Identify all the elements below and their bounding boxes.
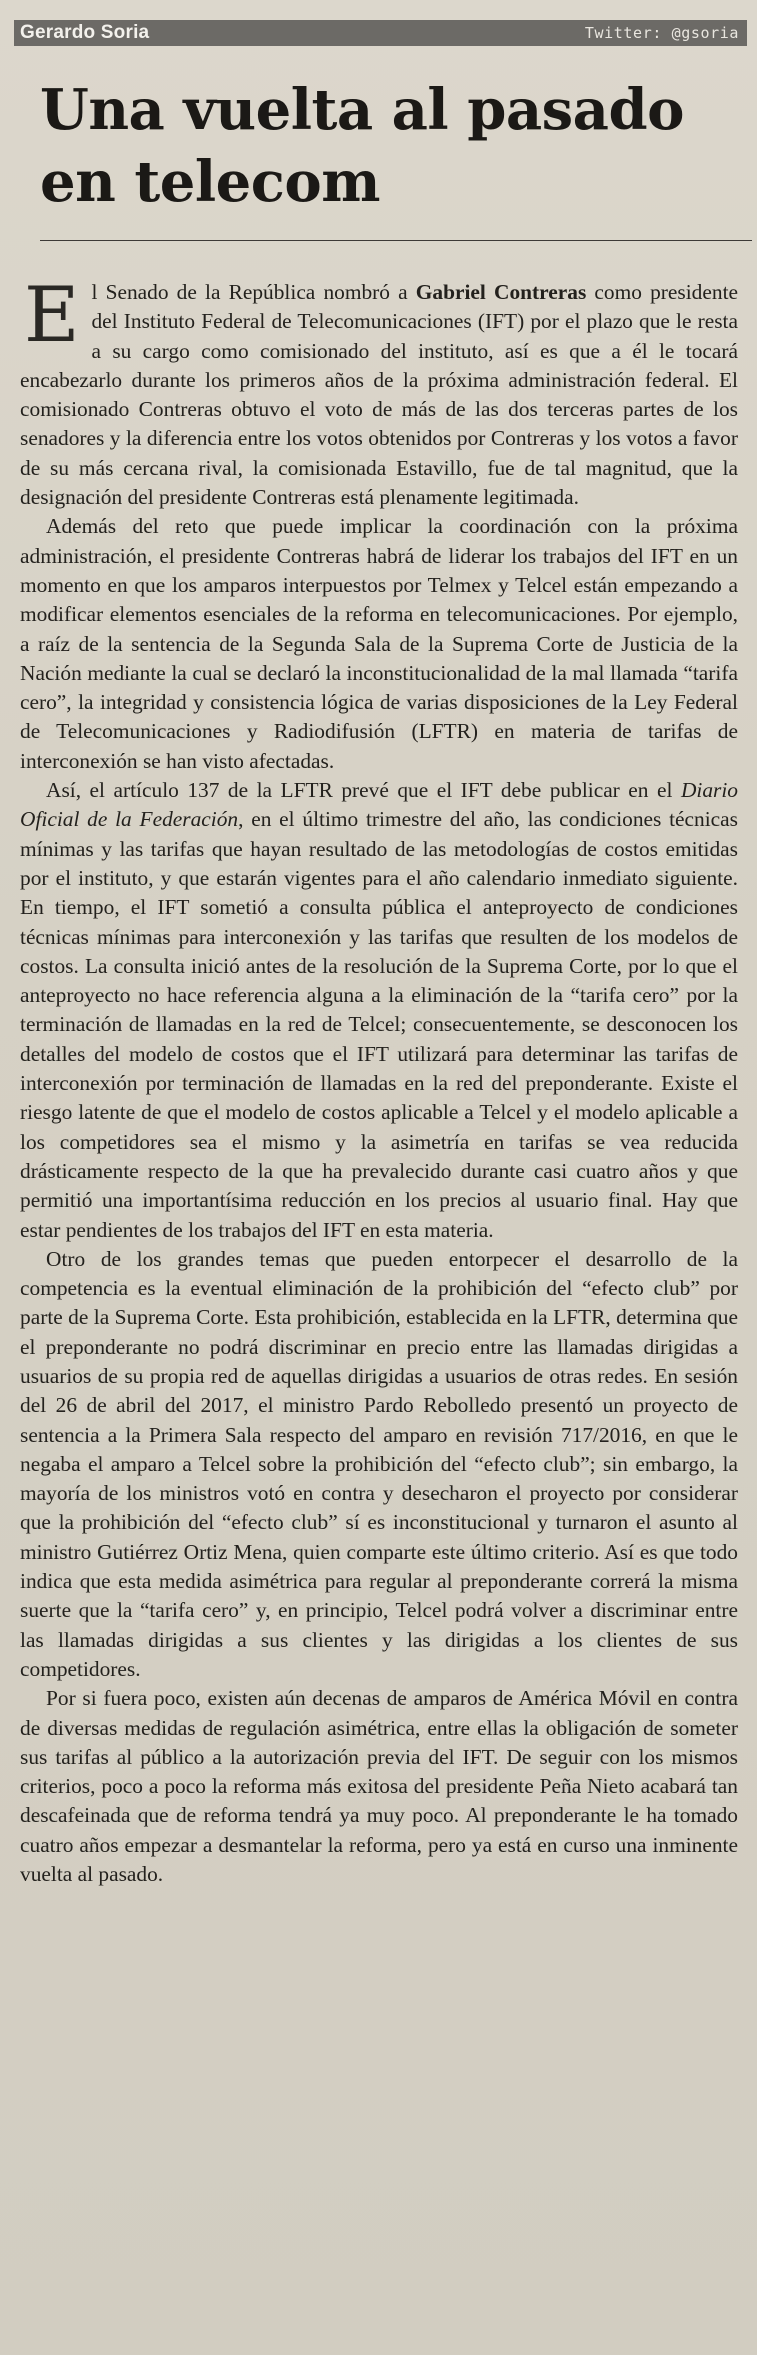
paragraph-1 — [20, 270, 739, 512]
paragraph-5: Por si fuera poco, existen aún decenas de amparos de América Móvil en contra de diversas medidas de regulación asimétrica, entre ellas la obligación de someter sus tarifas al público a la autorización previa del IFT. De seguir con los mismos criterios, poco a poco la reforma más exitosa del presidente Peña Nieto acabará tan descafeinada que de reforma tendrá ya muy poco. Al preponderante le ha tomado cuatro años empezar a desmantelar la reforma, pero ya está en curso una inminente vuelta al pasado. — [20, 1686, 738, 1887]
drop-cap: E — [24, 270, 80, 359]
publication-title: Diario Oficial de la Federación — [20, 778, 738, 832]
paragraph-2: Además del reto que puede implicar la coordinación con la próxima administración, el presidente Contreras habrá de liderar los trabajos del IFT en un momento en que los amparos interpuestos por Telmex y Telcel están empezando a modificar elementos esenciales de la reforma en telecomunicaciones. Por ejemplo, a raíz de la sentencia de la Segunda Sala de la Suprema Corte de Justicia de la Nación mediante la cual se declaró la inconstitucionalidad de la mal llamada “tarifa cero”, la integridad y consistencia lógica de varias disposiciones de la Ley Federal de Telecomunicaciones y Radiodifusión (LFTR) en materia de tarifas de interconexión se han visto afectadas. — [20, 514, 738, 773]
paragraph-3-text-a: Así, el artículo 137 de la LFTR prevé que el IFT debe publicar en el — [46, 778, 681, 803]
article-body — [20, 270, 739, 1889]
person-name: Gabriel Contreras — [415, 280, 587, 304]
twitter-handle: Twitter: @gsoria — [584, 24, 739, 42]
newspaper-column — [0, 20, 757, 2355]
paragraph-3-text-b: , en el último trimestre del año, las condiciones técnicas mínimas y las tarifas que hayan resultado de las metodologías de costos emitidas por el instituto, y que estarán vigentes para el año calendario inmediato siguiente. En tiempo, el IFT sometió a consulta pública el anteproyecto de condiciones técnicas mínimas para interconexión y las tarifas que resulten de los modelos de costos. La consulta inició antes de la resolución de la Suprema Corte, por lo que el anteproyecto no hace referencia alguna a la eliminación de la “tarifa cero” por la terminación de llamadas en la red de Telcel; consecuentemente, se desconocen los detalles del modelo de costos que el IFT utilizará para determinar las tarifas de interconexión por terminación de llamadas en la red del preponderante. Existe el riesgo latente de que el modelo de costos aplicable a Telcel y el modelo aplicable a los competidores sea el mismo y la asimetría en tarifas se vea reducida drásticamente respecto de la que ha prevalecido durante casi cuatro años y que permitió una importantísima reducción en los precios al usuario final. Hay que estar pendientes de los trabajos del IFT en esta materia. — [20, 807, 738, 1242]
column-header-bar — [14, 20, 747, 46]
paragraph-1-text-b: como presidente del Instituto Federal de Telecomunicaciones (IFT) por el plazo que le resta a su cargo como comisionado del instituto, así es que a él le tocará encabezarlo durante los primeros años de la próxima administración federal. El comisionado Contreras obtuvo el voto de más de las dos terceras partes de los senadores y la diferencia entre los votos obtenidos por Contreras y los votos a favor de su más cercana rival, la comisionada Estavillo, fue de tal magnitud, que la designación del presidente Contreras está plenamente legitimada. — [20, 280, 739, 510]
paragraph-4: Otro de los grandes temas que pueden entorpecer el desarrollo de la competencia es la eventual eliminación de la prohibición del “efecto club” por parte de la Suprema Corte. Esta prohibición, establecida en la LFTR, determina que el preponderante no podrá discriminar en precio entre las llamadas dirigidas a usuarios de su propia red de aquellas dirigidas a usuarios de otras redes. En sesión del 26 de abril del 2017, el ministro Pardo Rebolledo presentó un proyecto de sentencia a la Primera Sala respecto del amparo en revisión 717/2016, en que le negaba el amparo a Telcel sobre la prohibición del “efecto club”; sin embargo, la mayoría de los ministros votó en contra y desecharon el proyecto por considerar que la prohibición del “efecto club” sí es inconstitucional y turnaron el asunto al ministro Gutiérrez Ortiz Mena, quien comparte este último criterio. Así es que todo indica que esta medida asimétrica para regular al preponderante correrá la misma suerte que la “tarifa cero” y, en principio, Telcel podrá volver a discriminar entre las llamadas dirigidas a sus clientes y las dirigidas a los clientes de sus competidores. — [20, 1246, 738, 1681]
paragraph-1-text-a: l Senado de la República nombró a — [91, 280, 416, 304]
paragraph-3 — [20, 776, 738, 1245]
headline-divider — [40, 240, 752, 241]
headline: Una vuelta al pasado en telecom — [40, 77, 684, 215]
author-name: Gerardo Soria — [20, 22, 150, 43]
